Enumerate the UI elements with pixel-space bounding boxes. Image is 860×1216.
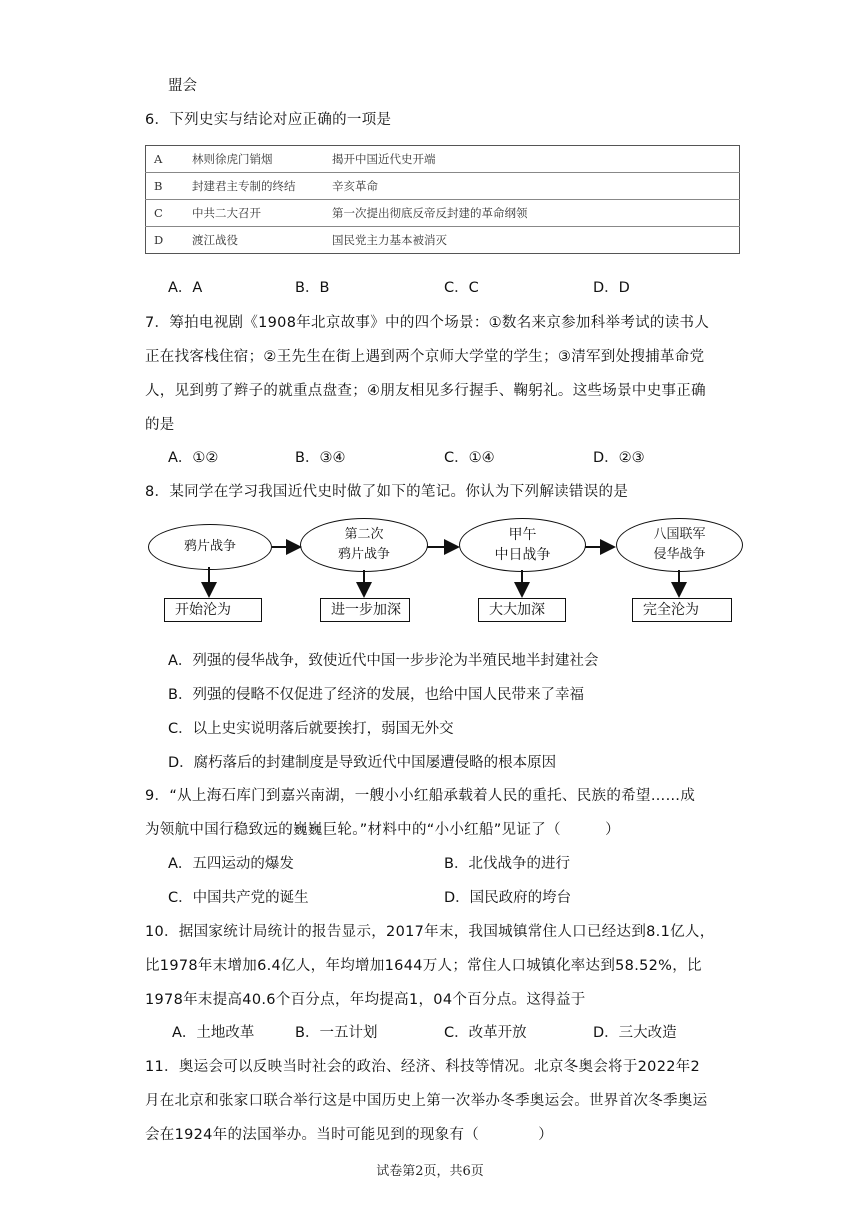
q10-option-c[interactable]: C．改革开放 (444, 1025, 527, 1041)
table-cell-letter: A (154, 152, 163, 166)
q9-line-1: 9．“从上海石库门到嘉兴南湖，一艘小小红船承载着人民的重托、民族的希望……成 (145, 788, 696, 804)
table-cell-letter: D (146, 227, 193, 254)
q10-option-a[interactable]: A．土地改革 (172, 1025, 255, 1041)
table-cell-conclusion: 揭开中国近代史开端 (332, 152, 436, 166)
table-row (146, 200, 740, 227)
q6-table (145, 145, 740, 254)
page-footer: 试卷第2页，共6页 (376, 1164, 484, 1179)
q8-option-a[interactable]: A．列强的侵华战争，致使近代中国一步步沦为半殖民地半封建社会 (168, 653, 599, 669)
table-cell-conclusion: 第一次提出彻底反帝反封建的革命纲领 (332, 200, 740, 227)
diagram-result-box: 开始沦为 (164, 598, 262, 622)
table-row (146, 146, 740, 173)
q7-option-b[interactable]: B．③④ (295, 450, 346, 466)
q6-option-c[interactable]: C．C (444, 280, 479, 296)
q7-line-1: 7．筹拍电视剧《1908年北京故事》中的四个场景：①数名来京参加科举考试的读书人 (145, 315, 710, 331)
q9-option-d[interactable]: D．国民政府的垮台 (444, 890, 572, 906)
table-cell-fact: 林则徐虎门销烟 (192, 152, 273, 166)
q8-option-b[interactable]: B．列强的侵略不仅促进了经济的发展，也给中国人民带来了幸福 (168, 687, 584, 703)
q6-option-d[interactable]: D．D (593, 280, 630, 296)
table-cell-letter: B (146, 173, 193, 200)
table-row (146, 227, 740, 254)
q7-line-3: 人，见到剪了辫子的就重点盘查；④朋友相见多行握手、鞠躬礼。这些场景中史事正确 (145, 383, 706, 399)
q10-line-2: 比1978年末增加6.4亿人，年均增加1644万人；常住人口城镇化率达到58.52%，比 (145, 958, 702, 974)
diagram-node-eight-nation-war (616, 518, 743, 572)
q8-stem: 8．某同学在学习我国近代史时做了如下的笔记。你认为下列解读错误的是 (145, 484, 629, 500)
q7-line-4: 的是 (145, 417, 175, 433)
q6-option-b[interactable]: B．B (295, 280, 330, 296)
diagram-node-label: 甲午 中日战争 (494, 527, 551, 563)
q7-option-a[interactable]: A．①② (168, 450, 219, 466)
q6-option-a[interactable]: A．A (168, 280, 203, 296)
diagram-result-box: 大大加深 (478, 598, 566, 622)
q9-option-c[interactable]: C．中国共产党的诞生 (168, 890, 309, 906)
q9-line-2: 为领航中国行稳致远的巍巍巨轮。”材料中的“小小红船”见证了（ ） (145, 822, 620, 838)
table-cell-fact: 渡江战役 (192, 227, 332, 254)
table-cell-conclusion: 国民党主力基本被消灭 (332, 227, 740, 254)
diagram-node-second-opium-war (300, 518, 428, 572)
q10-line-3: 1978年末提高40.6个百分点，年均提高1，04个百分点。这得益于 (145, 992, 586, 1008)
q7-option-c[interactable]: C．①④ (444, 450, 495, 466)
diagram-node-opium-war (148, 524, 272, 570)
table-cell-conclusion: 辛亥革命 (332, 173, 740, 200)
q9-option-a[interactable]: A．五四运动的爆发 (168, 856, 294, 872)
q6-stem: 6．下列史实与结论对应正确的一项是 (145, 112, 392, 128)
table-row (146, 173, 740, 200)
diagram-node-label: 第二次 鸦片战争 (337, 527, 390, 562)
diagram-result-box: 进一步加深 (320, 598, 410, 622)
q10-option-d[interactable]: D．三大改造 (593, 1025, 677, 1041)
table-cell-fact: 封建君主专制的终结 (192, 173, 332, 200)
diagram-result-box: 完全沦为 (632, 598, 732, 622)
q11-line-2: 月在北京和张家口联合举行这是中国历史上第一次举办冬季奥运会。世界首次冬季奥运 (145, 1093, 708, 1109)
q7-line-2: 正在找客栈住宿；②王先生在街上遇到两个京师大学堂的学生；③清军到处搜捕革命党 (145, 349, 705, 365)
q9-option-b[interactable]: B．北伐战争的进行 (444, 856, 570, 872)
table-cell-fact: 中共二大召开 (192, 200, 332, 227)
table-cell-letter: C (146, 200, 193, 227)
q10-line-1: 10．据国家统计局统计的报告显示，2017年末，我国城镇常住人口已经达到8.1亿人， (145, 924, 715, 940)
q8-option-d[interactable]: D．腐朽落后的封建制度是导致近代中国屡遭侵略的根本原因 (168, 755, 557, 771)
q8-option-c[interactable]: C．以上史实说明落后就要挨打，弱国无外交 (168, 721, 454, 737)
q5-tail-text: 盟会 (168, 78, 197, 94)
q10-option-b[interactable]: B．一五计划 (295, 1025, 378, 1041)
diagram-node-label: 鸦片战争 (183, 539, 236, 554)
q11-line-1: 11．奥运会可以反映当时社会的政治、经济、科技等情况。北京冬奥会将于2022年2 (145, 1059, 701, 1075)
diagram-node-sino-japanese-war (459, 518, 586, 572)
diagram-node-label: 八国联军 侵华战争 (653, 527, 706, 562)
q7-option-d[interactable]: D．②③ (593, 450, 645, 466)
q11-line-3: 会在1924年的法国举办。当时可能见到的现象有（ ） (145, 1127, 554, 1143)
